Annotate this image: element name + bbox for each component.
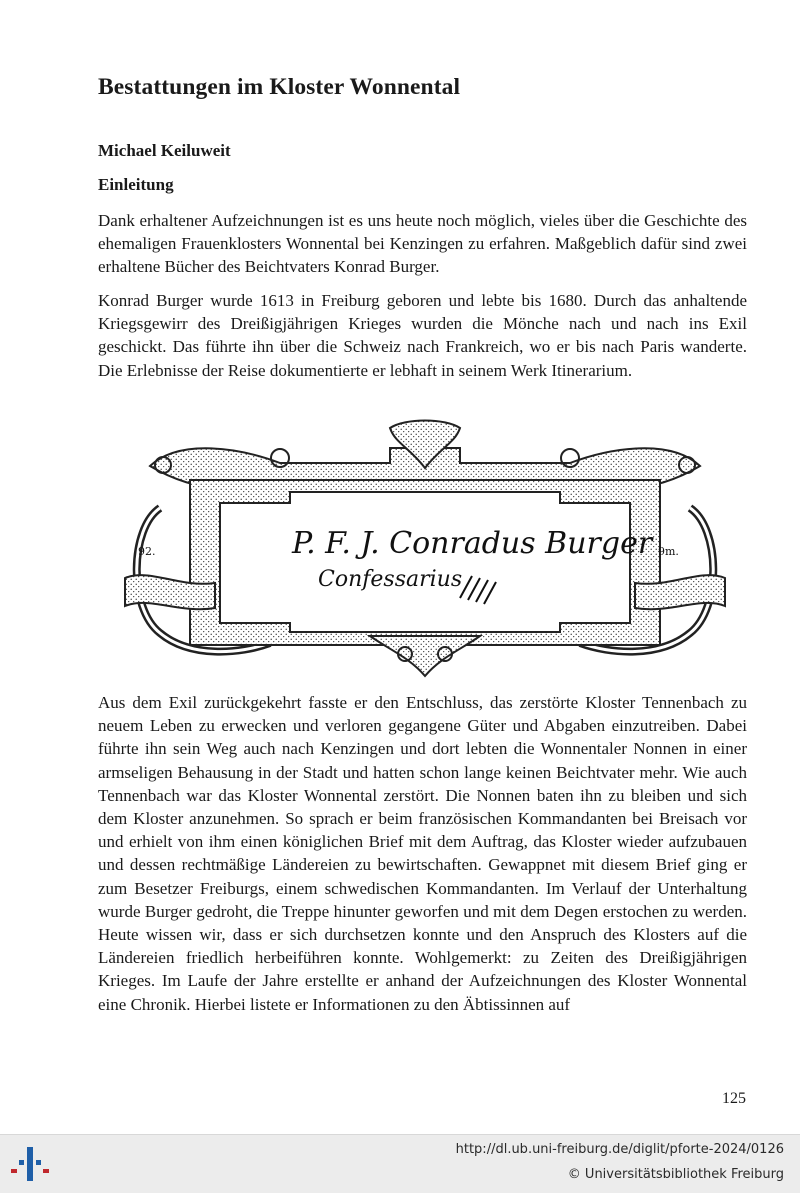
figure-margin-note-right: 9m. xyxy=(658,545,679,558)
copyright-text: © Universitätsbibliothek Freiburg xyxy=(567,1167,784,1182)
section-heading: Einleitung xyxy=(98,175,174,194)
library-logo-icon xyxy=(10,1143,52,1185)
signature-cartouche-image xyxy=(120,418,730,680)
document-url-link[interactable]: http://dl.ub.uni-freiburg.de/diglit/pforte-2024/0126 xyxy=(455,1142,784,1157)
figure-margin-note-left: 92. xyxy=(138,545,156,558)
signature-line-1: P. F. J. Conradus Burger xyxy=(292,526,653,561)
signature-line-2: Confessarius xyxy=(318,567,463,592)
footer-bar xyxy=(0,1134,800,1193)
paragraph-1: Dank erhaltener Aufzeichnungen ist es uns heute noch möglich, vieles über die Geschichte des ehemaligen Frauenklosters Wonnental bei Kenzingen zu erfahren. Maßgeblich dafür sind zwei erhaltene Bücher des Beichtvaters Konrad Burger. xyxy=(98,211,747,277)
page-number: 125 xyxy=(722,1090,746,1107)
article-author: Michael Keiluweit xyxy=(98,141,231,160)
article-title: Bestattungen im Kloster Wonnental xyxy=(98,74,461,100)
paragraph-2: Konrad Burger wurde 1613 in Freiburg geboren und lebte bis 1680. Durch das anhaltende Kriegsgewirr des Dreißigjährigen Krieges wurden die Mönche nach und nach ins Exil geschickt. Das führte ihn über die Schweiz nach Frankreich, wo er bis nach Paris wanderte. Die Erlebnisse der Reise dokumentierte er lebhaft in seinem Werk Itinerarium. xyxy=(98,291,747,380)
paragraph-3: Aus dem Exil zurückgekehrt fasste er den Entschluss, das zerstörte Kloster Tennenbach zu neuem Leben zu erwecken und verloren gegangene Güter und Abgaben einzutreiben. Dabei führte ihn sein Weg auch nach Kenzingen und dort lebten die Wonnentaler Nonnen in einer armseligen Behausung in der Stadt und hatten schon lange keinen Beichtvater mehr. Wie auch Tennenbach war das Kloster Wonnental zerstört. Die Nonnen baten ihn zu bleiben und sich dem Kloster anzunehmen. So sprach er beim französischen Kommandanten bei Breisach vor und erhielt von ihm einen königlichen Brief mit dem Auftrag, das Kloster wieder aufzubauen und dessen rechtmäßige Ländereien zu bewirtschaften. Gewappnet mit diesem Brief ging er zum Besetzer Freiburgs, einem schwedischen Kommandanten. Im Verlauf der Unterhaltung wurde Burger gedroht, die Treppe hinunter geworfen und mit dem Degen erstochen zu werden. Heute wissen wir, dass er sich durchsetzen konnte und den Anspruch des Klosters auf die Ländereien friedlich herbeiführen konnte. Wohlgemerkt: zu Zeiten des Dreißigjährigen Krieges. Im Laufe der Jahre erstellte er anhand der Aufzeichnungen des Kloster Wonnental eine Chronik. Hierbei listete er Informationen zu den Äbtissinnen auf xyxy=(98,693,747,1014)
